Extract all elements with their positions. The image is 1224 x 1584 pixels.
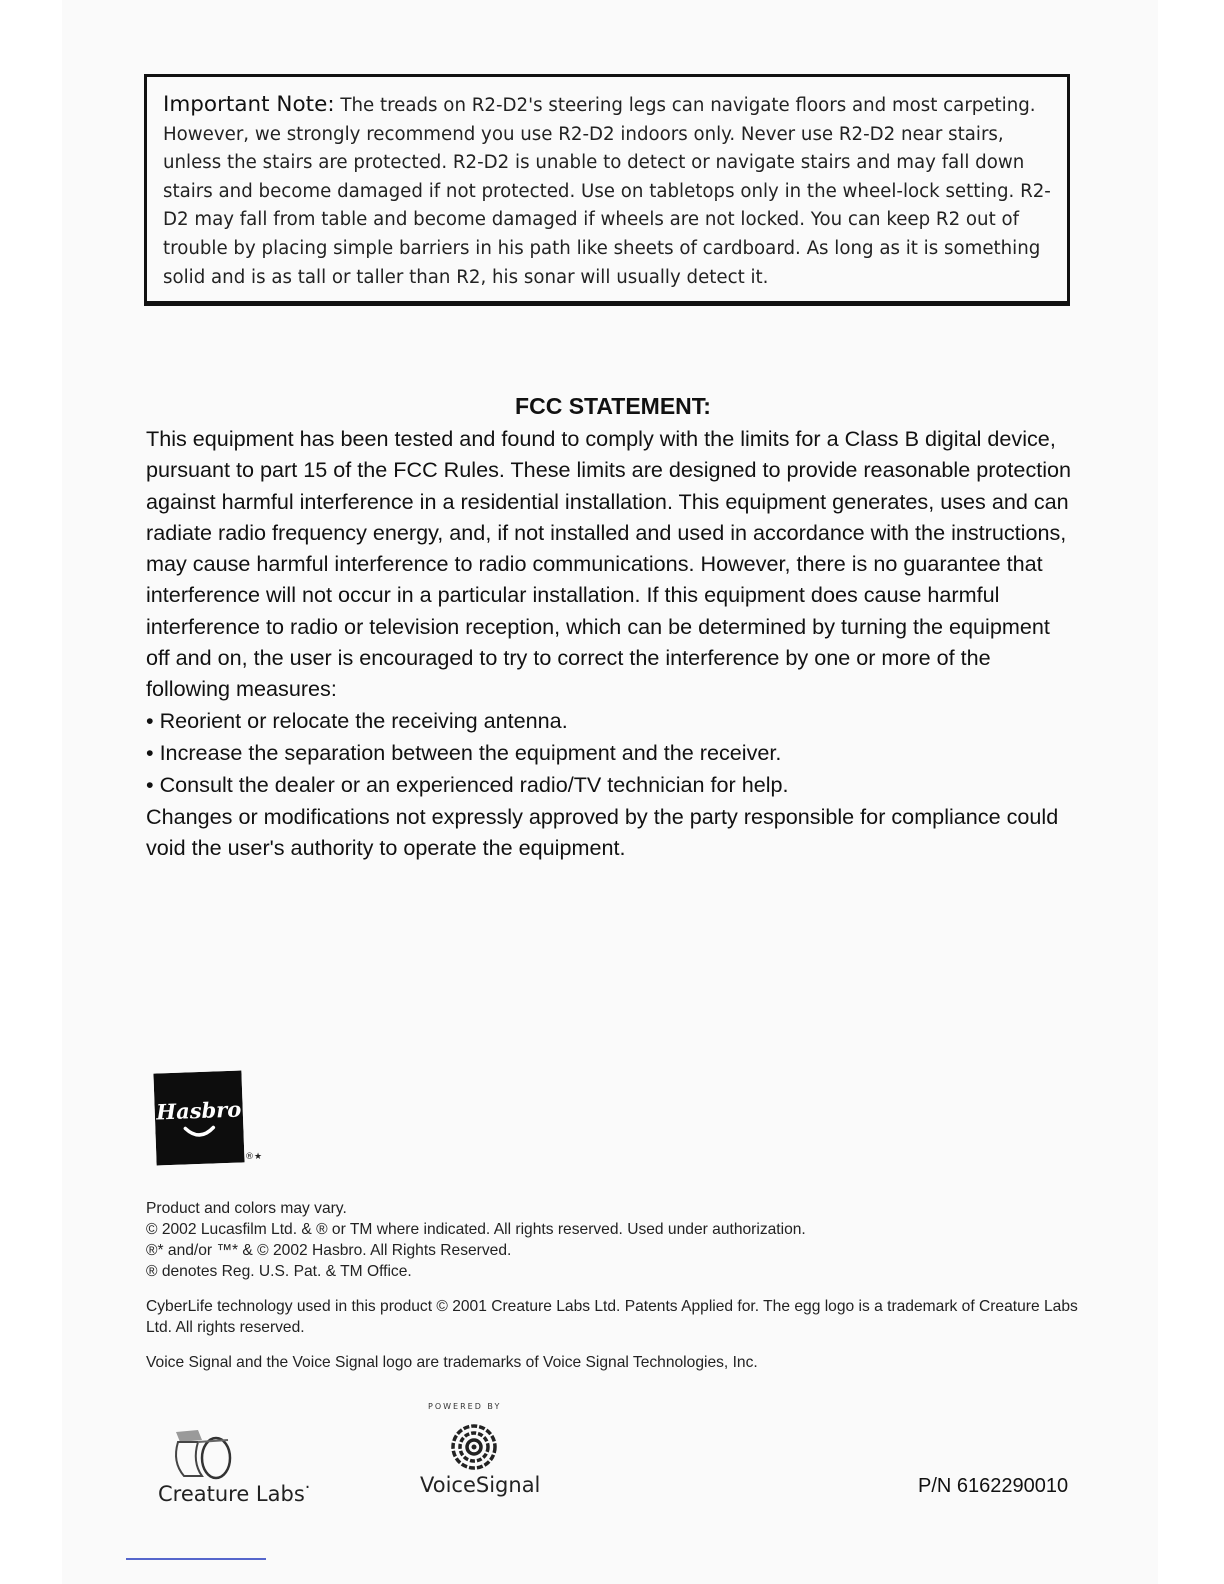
powered-by-label: POWERED BY	[428, 1402, 502, 1411]
fcc-closing: Changes or modifications not expressly approved by the party responsible for compliance could void the user's authority to operate the equipment.	[146, 803, 1059, 860]
important-note-text: The treads on R2-D2's steering legs can navigate floors and most carpeting. However, we strongly recommend you use R2-D2 indoors only. Never use R2-D2 near stairs, unless the stairs are protected. R2-D2 is unable to detect or navigate stairs and may fall down stairs and become damaged if not protected. Use on tabletops only in the wheel-lock setting. R2-D2 may fall from table and become damaged if wheels are not locked. You can keep R2 out of trouble by placing simple barriers in his path like sheets of cardboard. As long as it is something solid and is as tall or taller than R2, his sonar will usually detect it.	[163, 95, 1051, 288]
fcc-measure-item: • Increase the separation between the equipment and the receiver.	[146, 737, 1076, 769]
creature-labs-mark: ·	[304, 1478, 311, 1498]
important-note-lead: Important Note:	[163, 92, 335, 117]
hasbro-logo-text: Hasbro	[155, 1096, 242, 1125]
voicesignal-notice: Voice Signal and the Voice Signal logo are trademarks of Voice Signal Technologies, Inc.	[146, 1354, 758, 1371]
creature-labs-egg-icon	[168, 1428, 240, 1482]
fcc-measure-item: • Consult the dealer or an experienced radio/TV technician for help.	[146, 769, 1076, 801]
part-number: P/N 6162290010	[918, 1475, 1069, 1497]
legal-line: Product and colors may vary.	[146, 1200, 347, 1217]
voicesignal-logo-icon	[448, 1422, 500, 1472]
fcc-measures-list	[146, 705, 1076, 801]
legal-line: ® denotes Reg. U.S. Pat. & TM Office.	[146, 1263, 412, 1280]
fcc-title: FCC STATEMENT:	[515, 393, 711, 419]
legal-line: © 2002 Lucasfilm Ltd. & ® or TM where indicated. All rights reserved. Used under authorization.	[146, 1221, 806, 1238]
voicesignal-logo-text: VoiceSignal	[420, 1473, 541, 1497]
fcc-measure-item: • Reorient or relocate the receiving antenna.	[146, 705, 1076, 737]
important-note-box	[144, 74, 1070, 306]
cyberlife-notice: CyberLife technology used in this product © 2001 Creature Labs Ltd. Patents Applied for. The egg logo is a trademark of Creature Labs Ltd. All rights reserved.	[146, 1298, 1078, 1336]
fcc-body: This equipment has been tested and found to comply with the limits for a Class B digital device, pursuant to part 15 of the FCC Rules. These limits are designed to provide reasonable protection against harmful interference in a residential installation. This equipment generates, uses and can radiate radio frequency energy, and, if not installed and used in accordance with the instructions, may cause harmful interference to radio communications. However, there is no guarantee that interference will not occur in a particular installation. If this equipment does cause harmful interference to radio or television reception, which can be determined by turning the equipment off and on, the user is encouraged to try to correct the interference by one or more of the following measures:	[146, 426, 1072, 702]
hasbro-trademark-mark: ®★	[245, 1152, 263, 1162]
creature-labs-name: Creature Labs	[158, 1482, 305, 1506]
legal-notices	[146, 1198, 1086, 1373]
legal-line: ®* and/or ™* & © 2002 Hasbro. All Rights Reserved.	[146, 1242, 512, 1259]
hasbro-logo	[153, 1070, 244, 1165]
creature-labs-logo-text	[158, 1478, 310, 1506]
bottom-rule	[126, 1558, 266, 1560]
fcc-statement	[146, 391, 1076, 863]
